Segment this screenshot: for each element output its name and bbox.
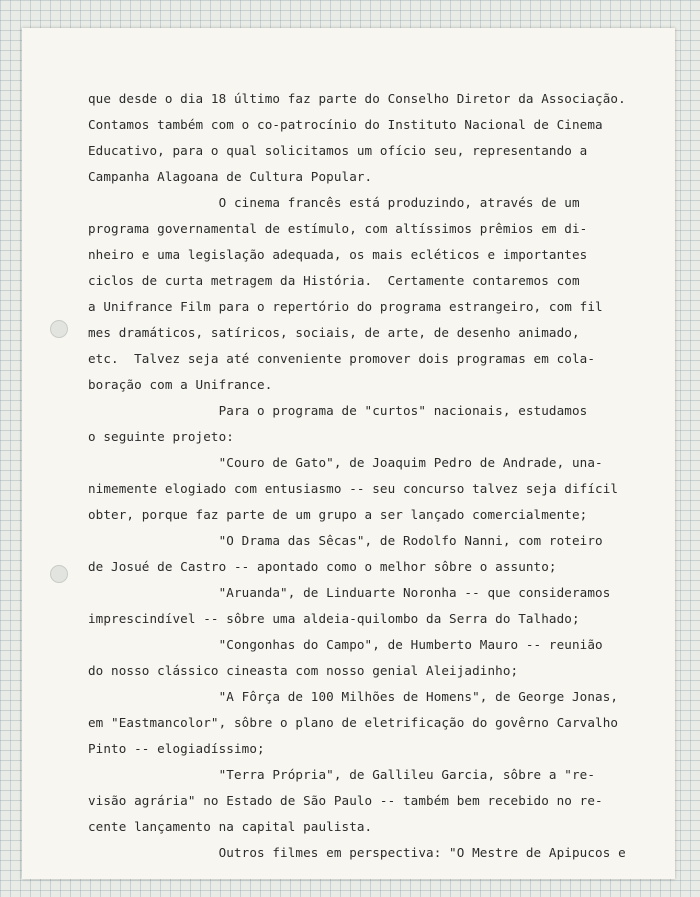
- text-line: cente lançamento na capital paulista.: [88, 819, 373, 834]
- text-line: Contamos também com o co-patrocínio do Instituto Nacional de Cinema: [88, 117, 603, 132]
- text-line: "Couro de Gato", de Joaquim Pedro de Andrade, una-: [88, 455, 603, 470]
- text-line: obter, porque faz parte de um grupo a ser lançado comercialmente;: [88, 507, 588, 522]
- text-line: Educativo, para o qual solicitamos um ofício seu, representando a: [88, 143, 588, 158]
- text-line: o seguinte projeto:: [88, 429, 234, 444]
- text-line: ciclos de curta metragem da História. Certamente contaremos com: [88, 273, 580, 288]
- text-line: do nosso clássico cineasta com nosso genial Aleijadinho;: [88, 663, 519, 678]
- text-line: boração com a Unifrance.: [88, 377, 273, 392]
- text-line: mes dramáticos, satíricos, sociais, de arte, de desenho animado,: [88, 325, 580, 340]
- text-line: Campanha Alagoana de Cultura Popular.: [88, 169, 373, 184]
- text-line: a Unifrance Film para o repertório do programa estrangeiro, com fil: [88, 299, 603, 314]
- text-line: "Aruanda", de Linduarte Noronha -- que consideramos: [88, 585, 611, 600]
- text-line: Outros filmes em perspectiva: "O Mestre de Apipucos e: [88, 845, 626, 860]
- text-line: etc. Talvez seja até conveniente promover dois programas em cola-: [88, 351, 596, 366]
- text-line: que desde o dia 18 último faz parte do Conselho Diretor da Associação.: [88, 91, 626, 106]
- punch-hole: [50, 565, 68, 583]
- text-line: imprescindível -- sôbre uma aldeia-quilombo da Serra do Talhado;: [88, 611, 580, 626]
- text-line: nheiro e uma legislação adequada, os mais ecléticos e importantes: [88, 247, 588, 262]
- text-line: programa governamental de estímulo, com altíssimos prêmios em di-: [88, 221, 588, 236]
- text-line: Pinto -- elogiadíssimo;: [88, 741, 265, 756]
- text-line: visão agrária" no Estado de São Paulo -- também bem recebido no re-: [88, 793, 603, 808]
- text-line: de Josué de Castro -- apontado como o melhor sôbre o assunto;: [88, 559, 557, 574]
- text-line: "O Drama das Sêcas", de Rodolfo Nanni, com roteiro: [88, 533, 603, 548]
- text-line: "A Fôrça de 100 Milhões de Homens", de George Jonas,: [88, 689, 619, 704]
- punch-hole: [50, 320, 68, 338]
- text-line: nimemente elogiado com entusiasmo -- seu concurso talvez seja difícil: [88, 481, 619, 496]
- text-line: Para o programa de "curtos" nacionais, estudamos: [88, 403, 588, 418]
- text-line: "Terra Própria", de Gallileu Garcia, sôbre a "re-: [88, 767, 596, 782]
- text-line: O cinema francês está produzindo, através de um: [88, 195, 580, 210]
- text-line: em "Eastmancolor", sôbre o plano de eletrificação do govêrno Carvalho: [88, 715, 619, 730]
- text-line: "Congonhas do Campo", de Humberto Mauro -- reunião: [88, 637, 603, 652]
